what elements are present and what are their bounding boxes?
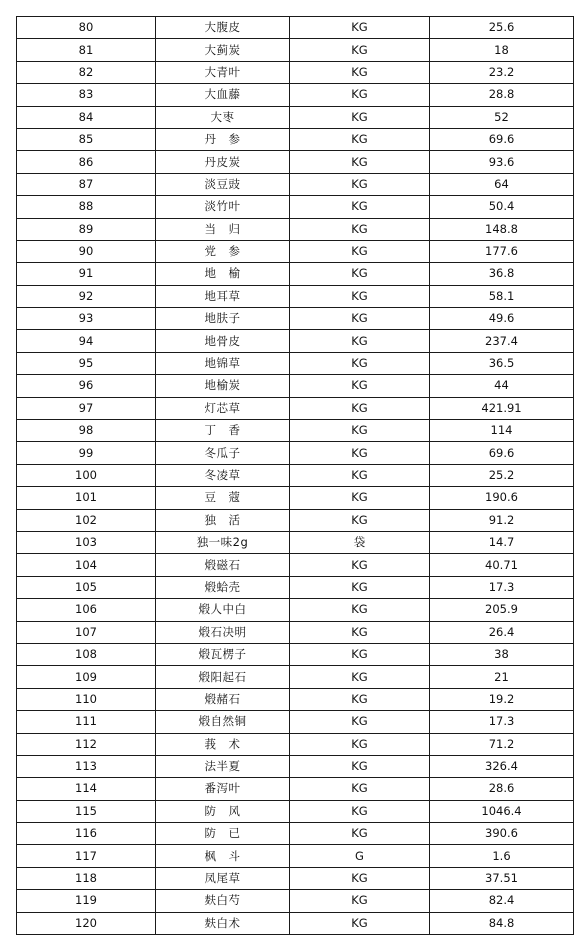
unit-cell: KG [290,711,430,733]
quantity-cell: 69.6 [430,442,574,464]
quantity-cell: 326.4 [430,755,574,777]
unit-cell: KG [290,196,430,218]
herb-name-cell: 地 榆 [156,263,290,285]
unit-cell: KG [290,39,430,61]
unit-cell: KG [290,509,430,531]
table-row [17,308,574,330]
quantity-cell: 40.71 [430,554,574,576]
row-number-cell: 112 [17,733,156,755]
unit-cell: KG [290,867,430,889]
quantity-cell: 49.6 [430,308,574,330]
quantity-cell: 52 [430,106,574,128]
table-row [17,442,574,464]
herb-name-cell: 豆 蔻 [156,487,290,509]
row-number-cell: 105 [17,576,156,598]
quantity-cell: 14.7 [430,531,574,553]
herb-name-cell: 防 已 [156,823,290,845]
row-number-cell: 95 [17,352,156,374]
quantity-cell: 1046.4 [430,800,574,822]
table-row [17,61,574,83]
quantity-cell: 21 [430,666,574,688]
row-number-cell: 117 [17,845,156,867]
table-row [17,733,574,755]
unit-cell: G [290,845,430,867]
row-number-cell: 80 [17,17,156,39]
herb-name-cell: 地榆炭 [156,375,290,397]
unit-cell: KG [290,554,430,576]
row-number-cell: 98 [17,420,156,442]
row-number-cell: 120 [17,912,156,934]
quantity-cell: 25.6 [430,17,574,39]
unit-cell: KG [290,84,430,106]
table-row [17,420,574,442]
quantity-cell: 23.2 [430,61,574,83]
quantity-cell: 190.6 [430,487,574,509]
row-number-cell: 109 [17,666,156,688]
quantity-cell: 28.6 [430,778,574,800]
quantity-cell: 93.6 [430,151,574,173]
unit-cell: KG [290,755,430,777]
herb-name-cell: 当 归 [156,218,290,240]
unit-cell: KG [290,218,430,240]
herb-name-cell: 煅蛤壳 [156,576,290,598]
table-row [17,599,574,621]
unit-cell: KG [290,375,430,397]
row-number-cell: 116 [17,823,156,845]
row-number-cell: 111 [17,711,156,733]
quantity-cell: 64 [430,173,574,195]
table-row [17,263,574,285]
unit-cell: KG [290,912,430,934]
unit-cell: KG [290,666,430,688]
quantity-cell: 237.4 [430,330,574,352]
row-number-cell: 92 [17,285,156,307]
table-row [17,173,574,195]
quantity-cell: 114 [430,420,574,442]
quantity-cell: 1.6 [430,845,574,867]
row-number-cell: 107 [17,621,156,643]
herb-name-cell: 麸白芍 [156,890,290,912]
herb-name-cell: 煅自然铜 [156,711,290,733]
unit-cell: KG [290,487,430,509]
row-number-cell: 113 [17,755,156,777]
herb-name-cell: 大蓟炭 [156,39,290,61]
unit-cell: KG [290,576,430,598]
row-number-cell: 115 [17,800,156,822]
unit-cell: KG [290,330,430,352]
quantity-cell: 19.2 [430,688,574,710]
table-row [17,84,574,106]
quantity-cell: 91.2 [430,509,574,531]
quantity-cell: 18 [430,39,574,61]
row-number-cell: 84 [17,106,156,128]
row-number-cell: 85 [17,128,156,150]
unit-cell: KG [290,464,430,486]
quantity-cell: 26.4 [430,621,574,643]
quantity-cell: 390.6 [430,823,574,845]
row-number-cell: 82 [17,61,156,83]
table-row [17,554,574,576]
row-number-cell: 81 [17,39,156,61]
table-row [17,823,574,845]
herb-name-cell: 地骨皮 [156,330,290,352]
unit-cell: KG [290,285,430,307]
table-row [17,800,574,822]
row-number-cell: 118 [17,867,156,889]
row-number-cell: 110 [17,688,156,710]
herb-name-cell: 灯芯草 [156,397,290,419]
quantity-cell: 82.4 [430,890,574,912]
quantity-cell: 28.8 [430,84,574,106]
row-number-cell: 102 [17,509,156,531]
quantity-cell: 148.8 [430,218,574,240]
herb-name-cell: 大青叶 [156,61,290,83]
herb-name-cell: 防 风 [156,800,290,822]
herb-name-cell: 煅赭石 [156,688,290,710]
quantity-cell: 36.5 [430,352,574,374]
herb-name-cell: 煅瓦楞子 [156,643,290,665]
row-number-cell: 93 [17,308,156,330]
herb-name-cell: 丹皮炭 [156,151,290,173]
table-row [17,39,574,61]
quantity-cell: 17.3 [430,576,574,598]
unit-cell: KG [290,173,430,195]
table-row [17,912,574,934]
unit-cell: KG [290,778,430,800]
table-row [17,711,574,733]
herb-name-cell: 淡竹叶 [156,196,290,218]
unit-cell: KG [290,397,430,419]
unit-cell: KG [290,308,430,330]
unit-cell: KG [290,106,430,128]
herb-name-cell: 煅磁石 [156,554,290,576]
table-row [17,867,574,889]
herb-name-cell: 独一味2g [156,531,290,553]
row-number-cell: 86 [17,151,156,173]
table-row [17,218,574,240]
table-row [17,196,574,218]
quantity-cell: 25.2 [430,464,574,486]
herb-name-cell: 地肤子 [156,308,290,330]
quantity-cell: 84.8 [430,912,574,934]
unit-cell: KG [290,621,430,643]
unit-cell: 袋 [290,531,430,553]
quantity-cell: 36.8 [430,263,574,285]
unit-cell: KG [290,61,430,83]
herb-name-cell: 大枣 [156,106,290,128]
table-row [17,17,574,39]
table-row [17,151,574,173]
herb-name-cell: 党 参 [156,240,290,262]
row-number-cell: 90 [17,240,156,262]
row-number-cell: 106 [17,599,156,621]
herb-inventory-table [16,16,574,935]
quantity-cell: 44 [430,375,574,397]
herb-name-cell: 麸白术 [156,912,290,934]
table-row [17,621,574,643]
table-row [17,464,574,486]
quantity-cell: 205.9 [430,599,574,621]
quantity-cell: 421.91 [430,397,574,419]
row-number-cell: 103 [17,531,156,553]
row-number-cell: 83 [17,84,156,106]
quantity-cell: 69.6 [430,128,574,150]
herb-name-cell: 凤尾草 [156,867,290,889]
herb-name-cell: 法半夏 [156,755,290,777]
herb-name-cell: 冬瓜子 [156,442,290,464]
table-row [17,375,574,397]
table-row [17,330,574,352]
row-number-cell: 91 [17,263,156,285]
unit-cell: KG [290,643,430,665]
herb-name-cell: 丹 参 [156,128,290,150]
quantity-cell: 50.4 [430,196,574,218]
quantity-cell: 71.2 [430,733,574,755]
table-row [17,890,574,912]
table-row [17,397,574,419]
table-body [17,17,574,935]
row-number-cell: 99 [17,442,156,464]
quantity-cell: 58.1 [430,285,574,307]
quantity-cell: 38 [430,643,574,665]
table-row [17,845,574,867]
herb-name-cell: 淡豆豉 [156,173,290,195]
table-row [17,576,574,598]
herb-name-cell: 番泻叶 [156,778,290,800]
unit-cell: KG [290,352,430,374]
unit-cell: KG [290,442,430,464]
unit-cell: KG [290,688,430,710]
row-number-cell: 104 [17,554,156,576]
herb-name-cell: 枫 斗 [156,845,290,867]
row-number-cell: 88 [17,196,156,218]
herb-name-cell: 大腹皮 [156,17,290,39]
table-row [17,285,574,307]
unit-cell: KG [290,823,430,845]
quantity-cell: 177.6 [430,240,574,262]
table-row [17,778,574,800]
herb-name-cell: 冬凌草 [156,464,290,486]
table-row [17,666,574,688]
table-row [17,688,574,710]
herb-name-cell: 地耳草 [156,285,290,307]
unit-cell: KG [290,128,430,150]
unit-cell: KG [290,800,430,822]
row-number-cell: 100 [17,464,156,486]
unit-cell: KG [290,151,430,173]
table-row [17,487,574,509]
row-number-cell: 101 [17,487,156,509]
table-row [17,643,574,665]
table-row [17,106,574,128]
table-row [17,531,574,553]
row-number-cell: 89 [17,218,156,240]
table-row [17,240,574,262]
herb-name-cell: 独 活 [156,509,290,531]
quantity-cell: 17.3 [430,711,574,733]
row-number-cell: 119 [17,890,156,912]
table-row [17,509,574,531]
table-row [17,128,574,150]
herb-name-cell: 莪 术 [156,733,290,755]
row-number-cell: 94 [17,330,156,352]
herb-name-cell: 大血藤 [156,84,290,106]
row-number-cell: 108 [17,643,156,665]
herb-name-cell: 地锦草 [156,352,290,374]
quantity-cell: 37.51 [430,867,574,889]
unit-cell: KG [290,17,430,39]
herb-name-cell: 丁 香 [156,420,290,442]
unit-cell: KG [290,890,430,912]
unit-cell: KG [290,263,430,285]
herb-name-cell: 煅阳起石 [156,666,290,688]
row-number-cell: 114 [17,778,156,800]
row-number-cell: 97 [17,397,156,419]
herb-name-cell: 煅石决明 [156,621,290,643]
unit-cell: KG [290,240,430,262]
table-row [17,352,574,374]
row-number-cell: 96 [17,375,156,397]
unit-cell: KG [290,599,430,621]
row-number-cell: 87 [17,173,156,195]
table-row [17,755,574,777]
herb-name-cell: 煅人中白 [156,599,290,621]
unit-cell: KG [290,420,430,442]
unit-cell: KG [290,733,430,755]
